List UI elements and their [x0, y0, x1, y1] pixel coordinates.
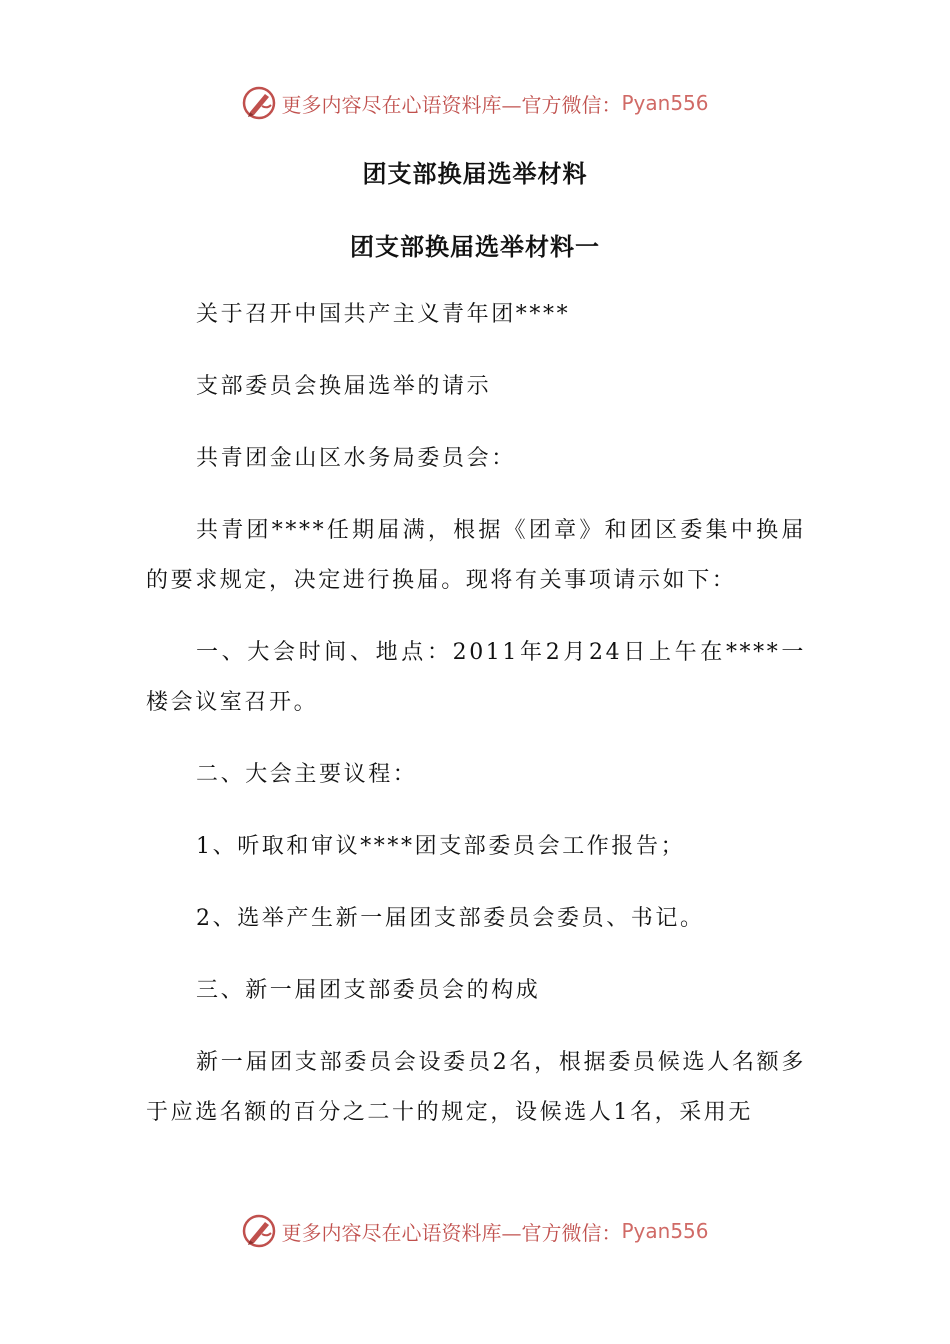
- paragraph-block-3: [146, 434, 806, 484]
- paragraph: 共青团****任期届满，根据《团章》和团区委集中换届的要求规定，决定进行换届。现将有关事项请示如下：: [146, 518, 806, 593]
- watermark-text: 更多内容尽在心语资料库—官方微信：: [281, 1220, 622, 1245]
- paragraph-block-9: [146, 966, 806, 1016]
- footer-watermark-banner: [0, 1208, 950, 1254]
- paragraph: 关于召开中国共产主义青年团****: [196, 302, 571, 327]
- paragraph-block-2: [146, 362, 806, 412]
- pen-logo-icon: [241, 1213, 277, 1249]
- paragraph: 2、选举产生新一届团支部委员会委员、书记。: [196, 906, 705, 931]
- watermark-wechat-id: Pyan556: [621, 91, 709, 115]
- paragraph-block-10: [146, 1038, 806, 1138]
- paragraph-block-4: [146, 506, 806, 606]
- paragraph-block-1: [146, 290, 806, 340]
- document-subtitle: 团支部换届选举材料一: [350, 233, 600, 261]
- paragraph: 一、大会时间、地点：2011年2月24日上午在****一楼会议室召开。: [146, 640, 806, 715]
- paragraph: 新一届团支部委员会设委员2名，根据委员候选人名额多于应选名额的百分之二十的规定，设候选人1名，采用无: [146, 1050, 806, 1125]
- watermark-wechat-id: Pyan556: [621, 1219, 709, 1243]
- paragraph: 二、大会主要议程：: [196, 762, 418, 787]
- paragraph: 共青团金山区水务局委员会：: [196, 446, 516, 471]
- paragraph: 支部委员会换届选举的请示: [196, 374, 492, 399]
- pen-logo-icon: [241, 85, 277, 121]
- paragraph-block-7: [146, 822, 806, 872]
- paragraph-block-8: [146, 894, 806, 944]
- paragraph-block-5: [146, 628, 806, 728]
- header-watermark-banner: [0, 80, 950, 126]
- paragraph-block-6: [146, 750, 806, 800]
- paragraph: 1、听取和审议****团支部委员会工作报告；: [196, 834, 686, 859]
- paragraph: 三、新一届团支部委员会的构成: [196, 978, 541, 1003]
- watermark-text: 更多内容尽在心语资料库—官方微信：: [281, 92, 622, 117]
- document-title: 团支部换届选举材料: [362, 160, 588, 188]
